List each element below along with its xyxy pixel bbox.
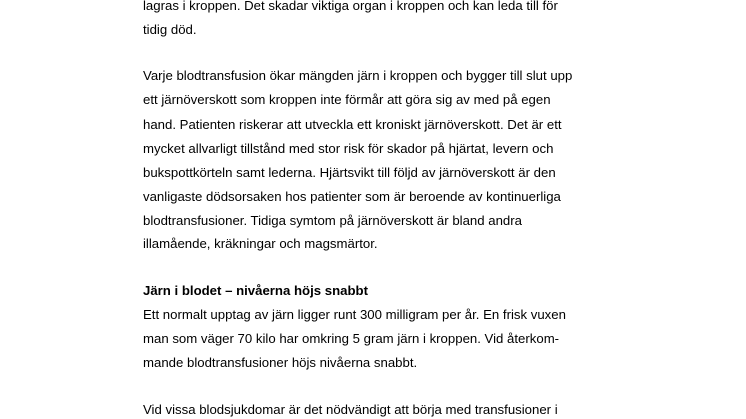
section-heading: Järn i blodet – nivåerna höjs snabbt xyxy=(143,283,368,298)
paragraph-2-line-8: illamående, kräkningar och magsmärtor. xyxy=(143,236,378,251)
paragraph-2-line-5: bukspottkörteln samt lederna. Hjärtsvikt till följd av järnöverskott är den xyxy=(143,165,556,180)
paragraph-4-line-1: Vid vissa blodsjukdomar är det nödvändigt att börja med transfusioner i xyxy=(143,402,558,417)
paragraph-2-line-3: hand. Patienten riskerar att utveckla ett kroniskt järnöverskott. Det är ett xyxy=(143,117,562,132)
paragraph-3-line-3: mande blodtransfusioner höjs nivåerna snabbt. xyxy=(143,355,418,370)
paragraph-2-line-4: mycket allvarligt tillstånd med stor risk för skador på hjärtat, levern och xyxy=(143,141,554,156)
paragraph-2-line-2: ett järnöverskott som kroppen inte förmår att göra sig av med på egen xyxy=(143,92,551,107)
paragraph-3-line-1: Ett normalt upptag av järn ligger runt 300 milligram per år. En frisk vuxen xyxy=(143,307,566,322)
paragraph-2-line-7: blodtransfusioner. Tidiga symtom på järnöverskott är bland andra xyxy=(143,213,522,228)
paragraph-1-line-1: lagras i kroppen. Det skadar viktiga organ i kroppen och kan leda till för xyxy=(143,0,558,13)
paragraph-2-line-1: Varje blodtransfusion ökar mängden järn i kroppen och bygger till slut upp xyxy=(143,68,573,83)
paragraph-3-line-2: man som väger 70 kilo har omkring 5 gram järn i kroppen. Vid återkom- xyxy=(143,331,560,346)
paragraph-1-line-2: tidig död. xyxy=(143,22,197,37)
paragraph-2-line-6: vanligaste dödsorsaken hos patienter som är beroende av kontinuerliga xyxy=(143,189,561,204)
